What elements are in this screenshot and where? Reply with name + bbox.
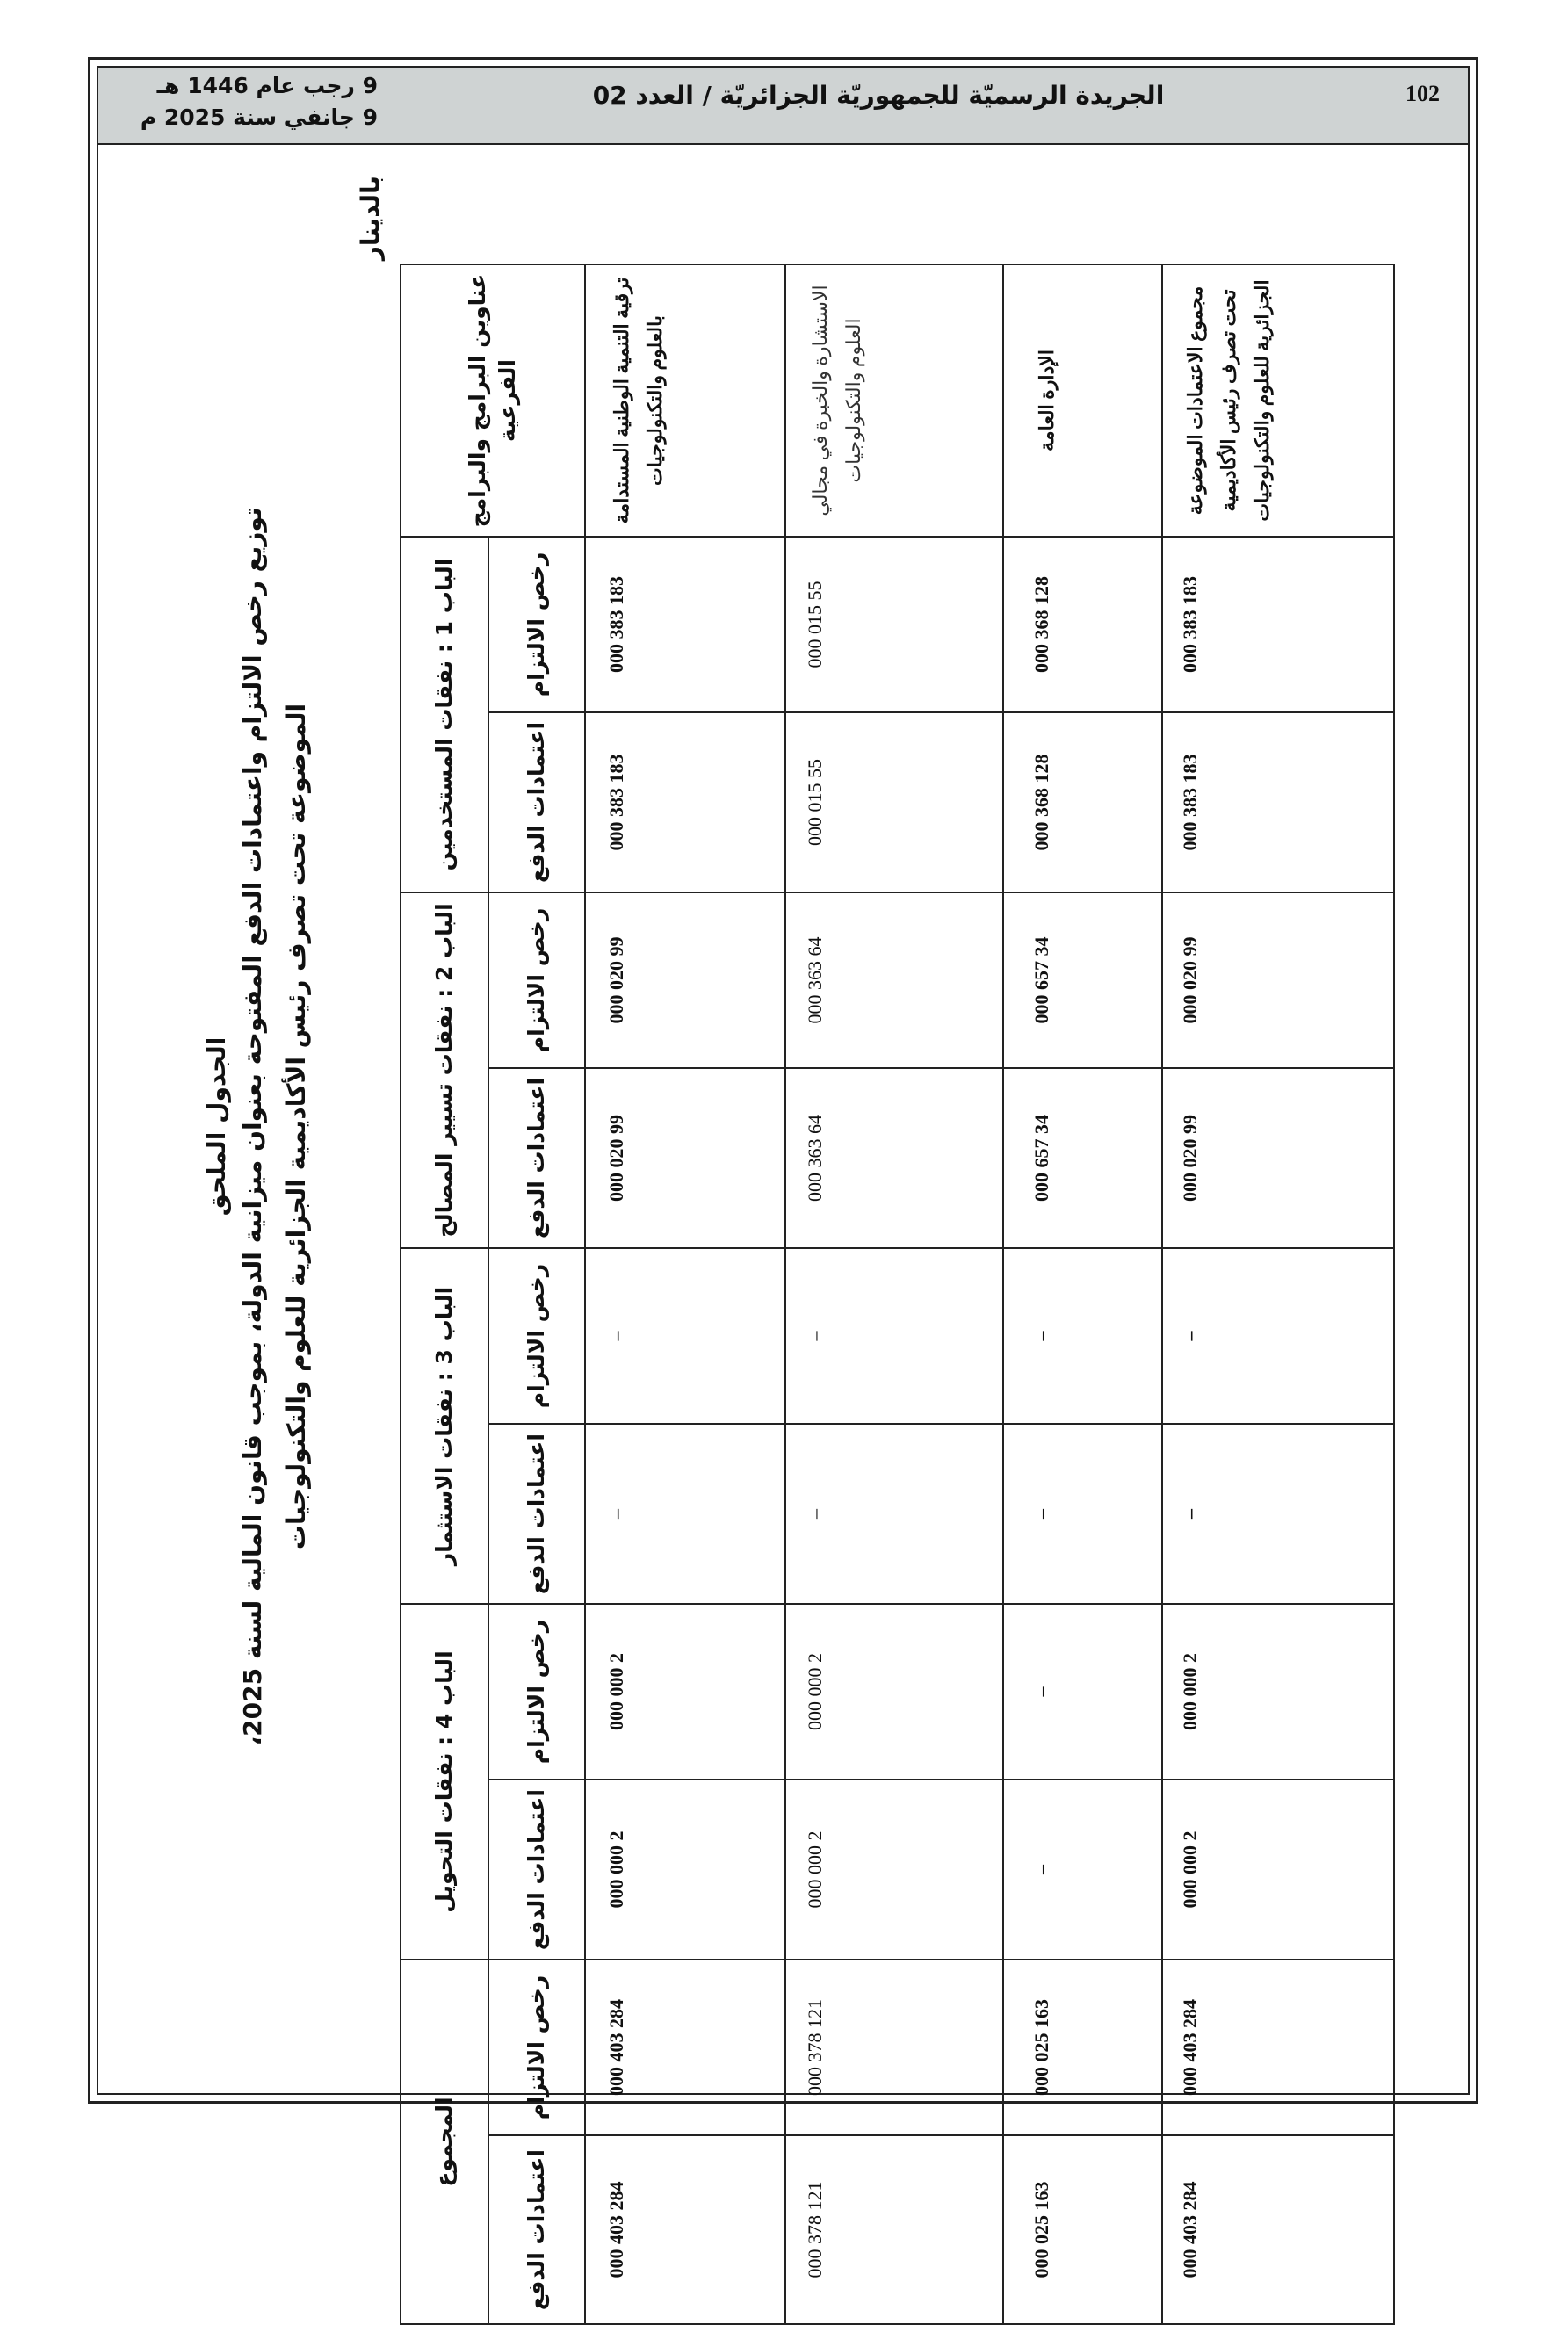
title1-payment: 183 383 000 (1162, 712, 1394, 892)
table-row (785, 264, 1003, 2324)
total-commitment: 284 403 000 (1162, 1960, 1394, 2135)
col-commitment: رخص الالتزام (488, 537, 585, 712)
title3-payment: – (1162, 1424, 1394, 1604)
title4-payment: – (1003, 1780, 1162, 1960)
program-name: الاستشارة والخبرة في مجالي العلوم والتكنولوجيات (785, 264, 1003, 537)
title4-commitment: 2 000 000 (585, 1604, 785, 1780)
total-payment: 284 403 000 (585, 2135, 785, 2324)
title4-commitment: – (1003, 1604, 1162, 1780)
program-name: مجموع الاعتمادات الموضوعة تحت تصرف رئيس الأكاديمية الجزائرية للعلوم والتكنولوجيات (1162, 264, 1394, 537)
journal-title: الجريدة الرسميّة للجمهوريّة الجزائريّة / العدد 02 (592, 81, 1165, 110)
budget-table (400, 264, 1395, 2325)
title1-payment: 55 015 000 (785, 712, 1003, 892)
title2-commitment: 99 020 000 (1162, 892, 1394, 1068)
program-name: الإدارة العامة (1003, 264, 1162, 537)
total-payment: 163 025 000 (1003, 2135, 1162, 2324)
issue-date (123, 70, 378, 134)
title1-payment: 128 368 000 (1003, 712, 1162, 892)
title1-commitment: 183 383 000 (1162, 537, 1394, 712)
col-payment: اعتمادات الدفع (488, 1068, 585, 1248)
title3-payment: – (785, 1424, 1003, 1604)
title2-payment: 64 363 000 (785, 1068, 1003, 1248)
title1-commitment: 183 383 000 (585, 537, 785, 712)
program-name: ترقية التنمية الوطنية المستدامة بالعلوم والتكنولوجيات (585, 264, 785, 537)
title3-payment: – (1003, 1424, 1162, 1604)
total-commitment: 121 378 000 (785, 1960, 1003, 2135)
title1-payment: 183 383 000 (585, 712, 785, 892)
title4-payment: 2 000 000 (1162, 1780, 1394, 1960)
col-payment: اعتمادات الدفع (488, 1780, 585, 1960)
annex-label: الجدول الملحق (202, 1036, 231, 1217)
title3-commitment: – (585, 1248, 785, 1424)
title3-payment: – (585, 1424, 785, 1604)
title1-commitment: 128 368 000 (1003, 537, 1162, 712)
total-payment: 121 378 000 (785, 2135, 1003, 2324)
title4-payment: 2 000 000 (785, 1780, 1003, 1960)
date-hijri: 9 رجب عام 1446 هـ (156, 73, 378, 98)
total-commitment: 284 403 000 (585, 1960, 785, 2135)
title1-commitment: 55 015 000 (785, 537, 1003, 712)
col-commitment: رخص الالتزام (488, 1960, 585, 2135)
col-total: المجموع (401, 1960, 488, 2324)
table-row (1003, 264, 1162, 2324)
col-title-1: الباب 1 : نفقات المستخدمين (401, 537, 488, 892)
table-row (1162, 264, 1394, 2324)
total-commitment: 163 025 000 (1003, 1960, 1162, 2135)
table-row (585, 264, 785, 2324)
title4-commitment: 2 000 000 (785, 1604, 1003, 1780)
page-number: 102 (1405, 81, 1440, 106)
title2-commitment: 34 657 000 (1003, 892, 1162, 1068)
col-title-2: الباب 2 : نفقات تسيير المصالح (401, 892, 488, 1248)
col-payment: اعتمادات الدفع (488, 712, 585, 892)
title2-commitment: 64 363 000 (785, 892, 1003, 1068)
title3-commitment: – (785, 1248, 1003, 1424)
title4-payment: 2 000 000 (585, 1780, 785, 1960)
col-payment: اعتمادات الدفع (488, 2135, 585, 2324)
title2-payment: 34 657 000 (1003, 1068, 1162, 1248)
title3-commitment: – (1003, 1248, 1162, 1424)
col-commitment: رخص الالتزام (488, 1248, 585, 1424)
total-payment: 284 403 000 (1162, 2135, 1394, 2324)
title3-commitment: – (1162, 1248, 1394, 1424)
col-program-title: عناوين البرامج والبرامج الفرعية (401, 264, 585, 537)
title2-payment: 99 020 000 (1162, 1068, 1394, 1248)
col-payment: اعتمادات الدفع (488, 1424, 585, 1604)
table-caption (167, 176, 319, 2077)
currency-unit: بالدينار (356, 176, 385, 261)
title2-commitment: 99 020 000 (585, 892, 785, 1068)
title2-payment: 99 020 000 (585, 1068, 785, 1248)
col-commitment: رخص الالتزام (488, 1604, 585, 1780)
rotated-annex (167, 176, 1414, 2311)
col-title-3: الباب 3 : نفقات الاستثمار (401, 1248, 488, 1604)
caption-line-1: توزيع رخص الالتزام واعتمادات الدفع المفتوحة بعنوان ميزانية الدولة، بموجب قانون المالية لسنة 2025، (238, 507, 267, 1746)
col-commitment: رخص الالتزام (488, 892, 585, 1068)
title4-commitment: 2 000 000 (1162, 1604, 1394, 1780)
col-title-4: الباب 4 : نفقات التحويل (401, 1604, 488, 1960)
caption-line-2: الموضوعة تحت تصرف رئيس الأكاديمية الجزائرية للعلوم والتكنولوجيات (282, 703, 311, 1550)
date-gregorian: 9 جانفي سنة 2025 م (140, 105, 378, 130)
